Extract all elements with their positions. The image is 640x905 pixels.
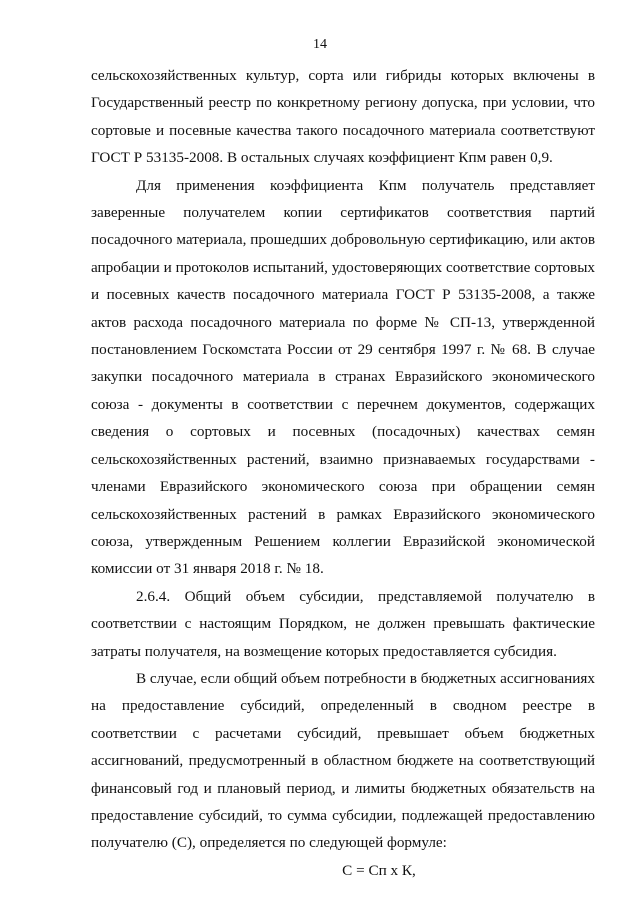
paragraph-subsidy-formula-intro: В случае, если общий объем потребности в бюджетных ассигнованиях на предоставление субсидий, определенный в сводном реестре в соответствии с расчетами субсидий, превышает объем бюджетных ассигнований, предусмотренный в областном бюджете на соответствующий финансовый год и плановый период, и лимиты бюджетных обязательств на предоставление субсидий, то сумма субсидии, подлежащей предоставлению получателю (С), определяется по следующей формуле: (91, 669, 595, 852)
paragraph-kpm-documents: Для применения коэффициента Кпм получатель представляет заверенные получателем копии сертификатов соответствия партий посадочного материала, прошедших добровольную сертификацию, или актов апробации и протоколов испытаний, удостоверяющих соответствие сортовых и посевных качеств посадочного материала ГОСТ Р 53135-2008, а также актов расхода посадочного материала по форме № СП-13, утвержденной постановлением Госкомстата России от 29 сентября 1997 г. № 68. В случае закупки посадочного материала в странах Евразийского экономического союза - документы в соответствии с перечнем документов, содержащих сведения о сортовых и посевных (посадочных) качествах семян сельскохозяйственных растений, взаимно признаваемых государствами - членами Евразийского экономического союза при обращении семян сельскохозяйственных растений в рамках Евразийского экономического союза, утвержденным Решением коллегии Евразийской экономической комиссии от 31 января 2018 г. № 18. (91, 176, 595, 578)
paragraph-2-6-4: 2.6.4. Общий объем субсидии, представляемой получателю в соответствии с настоящим Порядком, не должен превышать фактические затраты получателя, на возмещение которых предоставляется субсидия. (91, 587, 595, 660)
document-body (91, 62, 595, 884)
paragraph-continuation: сельскохозяйственных культур, сорта или гибриды которых включены в Государственный реестр по конкретному региону допуска, при условии, что сортовые и посевные качества такого посадочного материала соответствуют ГОСТ Р 53135-2008. В остальных случаях коэффициент Кпм равен 0,9. (91, 67, 595, 167)
page-number: 14 (313, 37, 327, 52)
subsidy-formula: С = Сп х К, (342, 861, 416, 879)
